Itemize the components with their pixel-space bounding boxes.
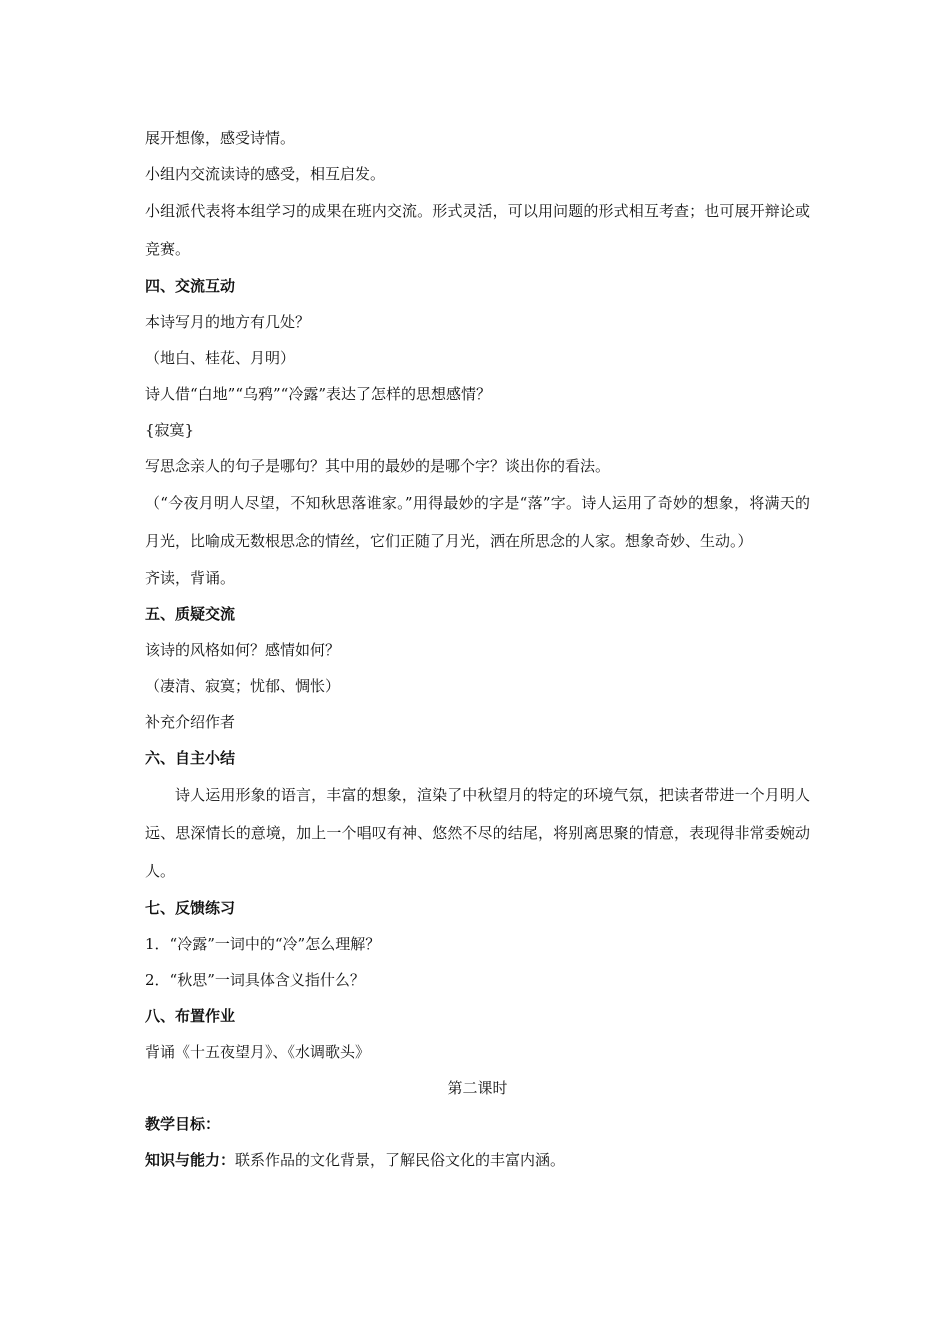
goal-item [145,1142,810,1178]
section-heading: 五、质疑交流 [145,605,236,623]
goal-text: 联系作品的文化背景，了解民俗文化的丰富内涵。 [235,1151,566,1169]
goals-heading: 教学目标： [145,1115,221,1133]
document-page [145,120,810,1178]
question: 诗人借“白地”“乌鸦”“冷露”表达了怎样的思想感情？ [145,385,492,403]
answer: （“今夜月明人尽望，不知秋思落谁家。”用得最妙的字是“落”字。诗人运用了奇妙的想象，将满天的月光，比喻成无数根思念的情丝，它们正随了月光，洒在所思念的人家。想象奇妙、生动。） [145,494,810,550]
section-heading: 七、反馈练习 [145,899,236,917]
paragraph: 齐读，背诵。 [145,569,236,587]
lesson-title: 第二课时 [447,1079,508,1097]
question: 写思念亲人的句子是哪句？其中用的最妙的是哪个字？谈出你的看法。 [145,457,611,475]
question: 该诗的风格如何？感情如何？ [145,641,341,659]
answer: （地白、桂花、月明） [145,349,296,367]
exercise-item: 1．“冷露”一词中的“冷”怎么理解？ [145,935,381,953]
goal-label: 知识与能力： [145,1151,236,1169]
answer: {寂寞} [145,421,195,439]
section-heading: 八、布置作业 [145,1007,236,1025]
answer: （凄清、寂寞；忧郁、惆怅） [145,677,341,695]
homework: 背诵《十五夜望月》、《水调歌头》 [145,1043,371,1061]
question: 本诗写月的地方有几处？ [145,313,311,331]
summary-paragraph: 诗人运用形象的语言，丰富的想象，渲染了中秋望月的特定的环境气氛，把读者带进一个月明人远、思深情长的意境，加上一个唱叹有神、悠然不尽的结尾，将别离思聚的情意，表现得非常委婉动人。 [145,786,810,880]
paragraph: 补充介绍作者 [145,713,236,731]
exercise-item: 2．“秋思”一词具体含义指什么？ [145,971,365,989]
section-heading: 六、自主小结 [145,749,236,767]
section-heading: 四、交流互动 [145,277,236,295]
paragraph: 展开想像，感受诗情。 [145,129,296,147]
paragraph: 小组内交流读诗的感受，相互启发。 [145,165,386,183]
paragraph: 小组派代表将本组学习的成果在班内交流。形式灵活，可以用问题的形式相互考查；也可展开辩论或竞赛。 [145,202,810,258]
